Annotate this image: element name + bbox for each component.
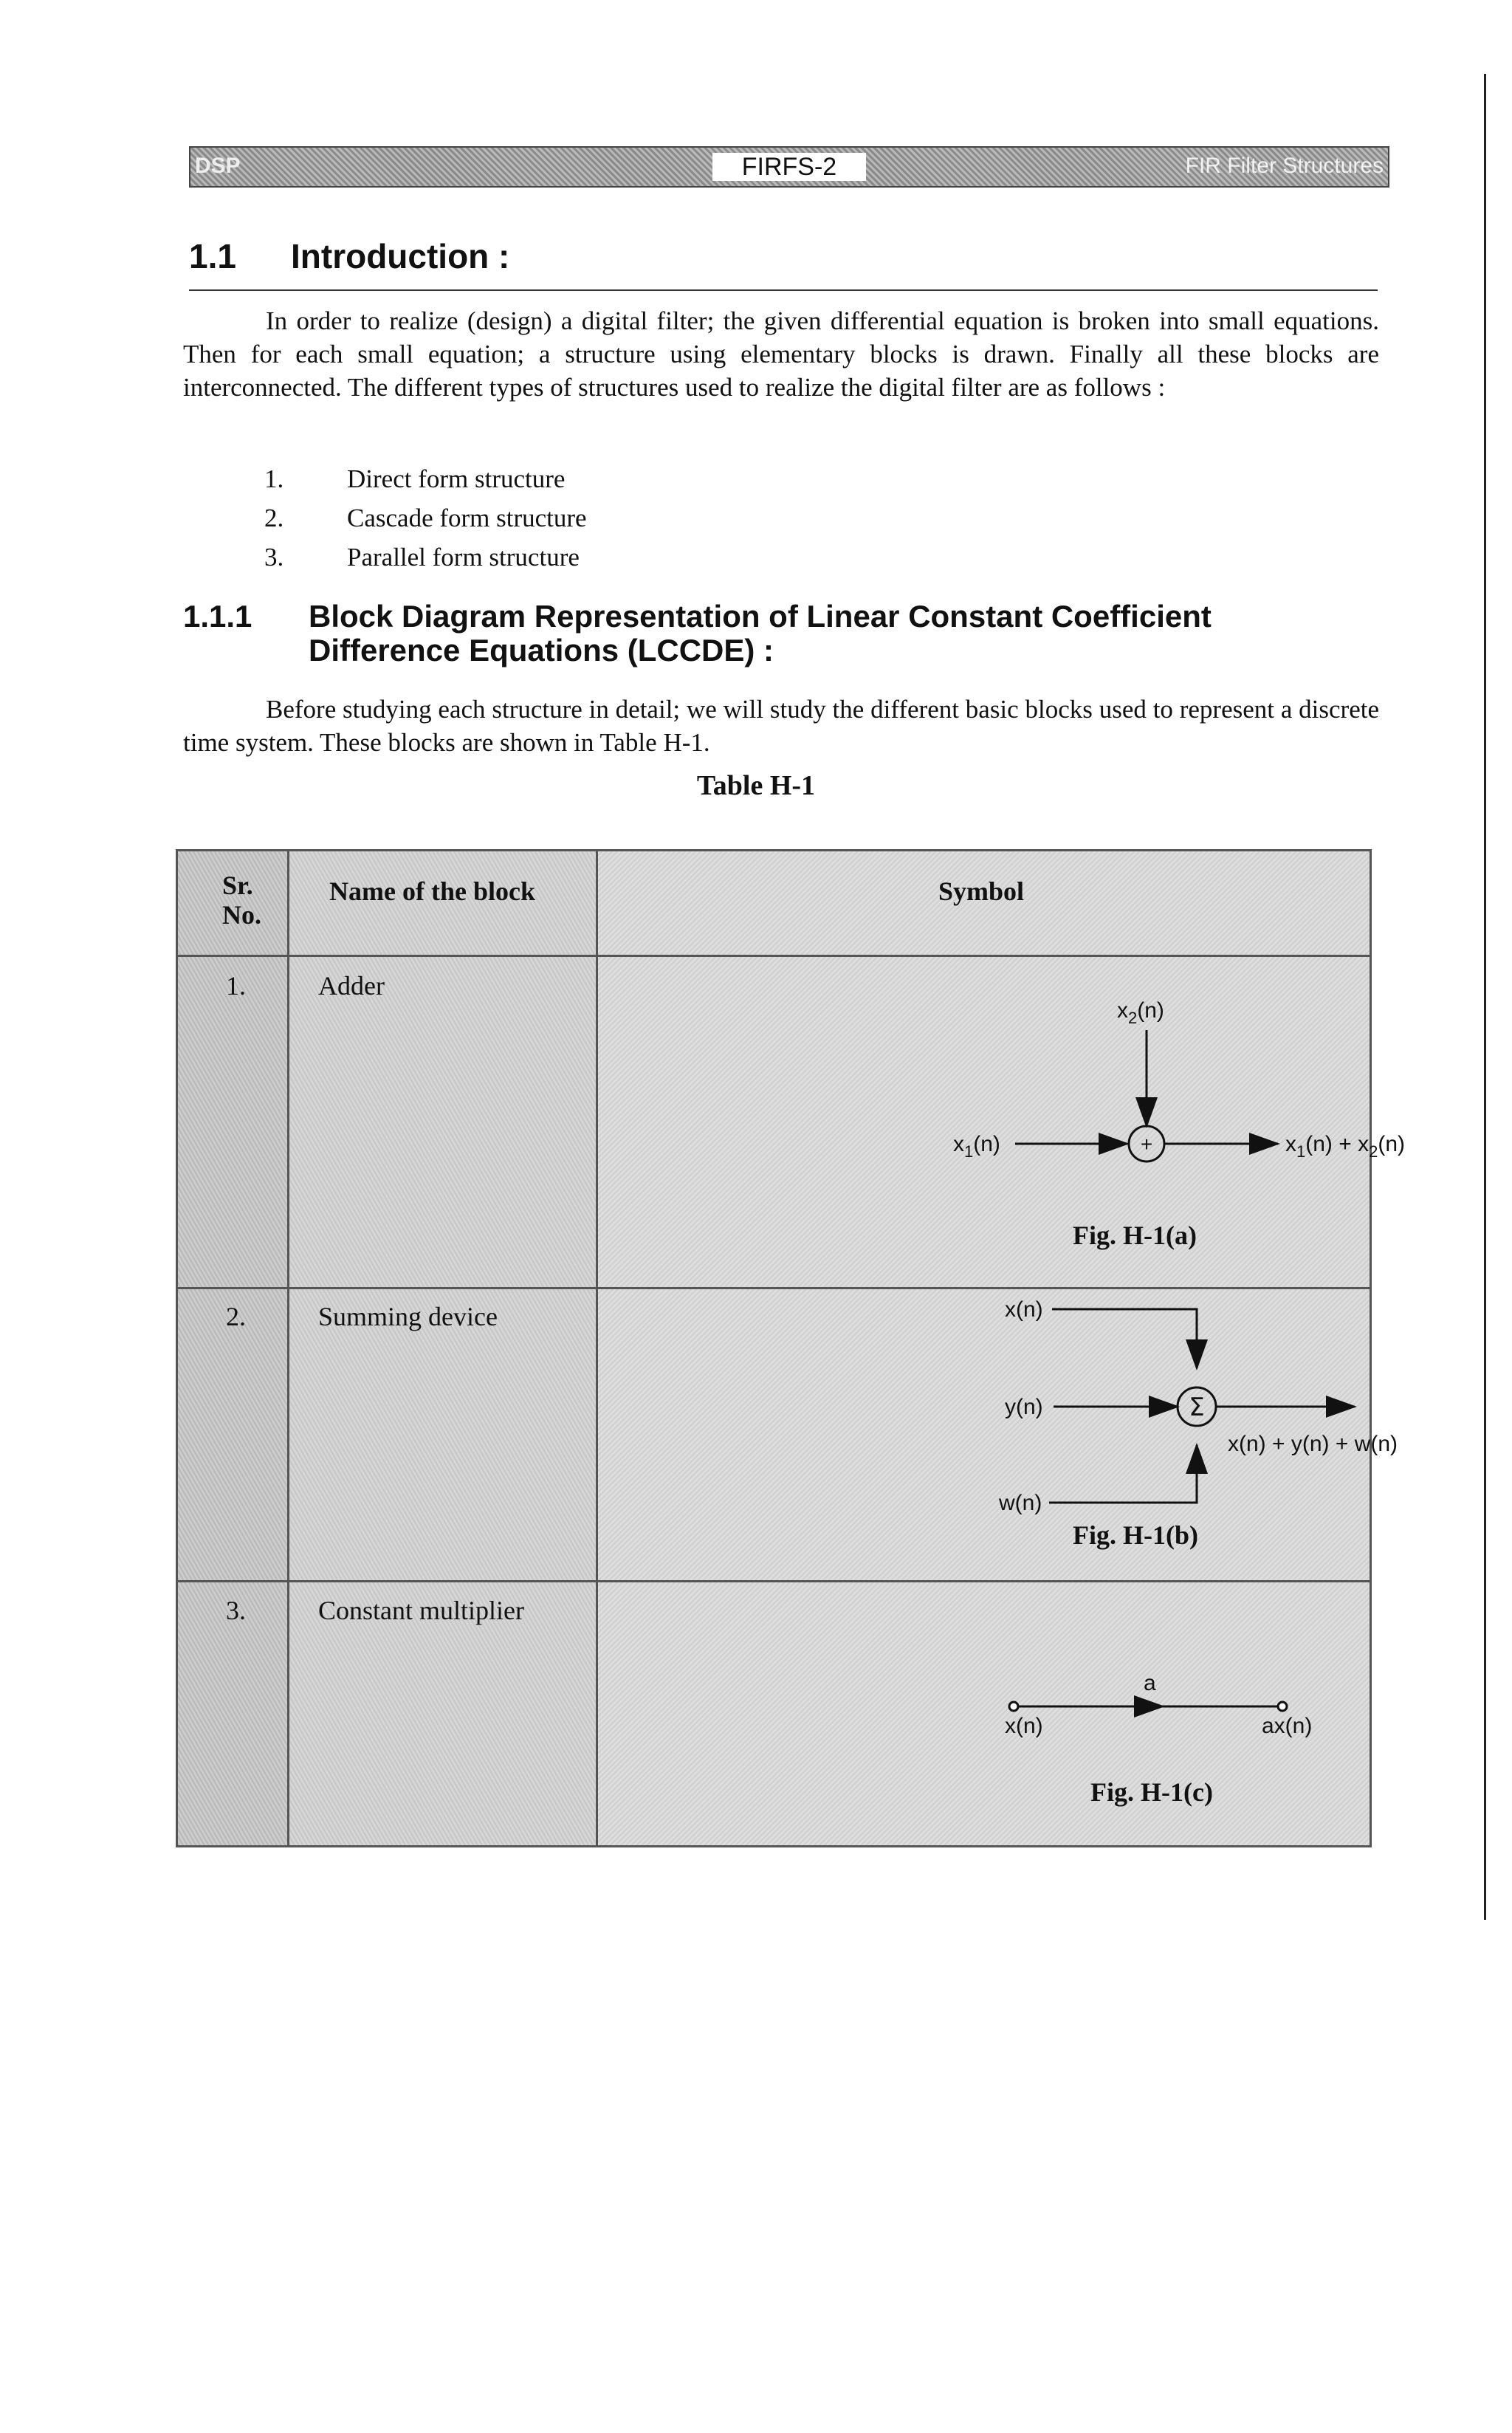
fig-caption-a: Fig. H-1(a)	[1073, 1221, 1197, 1250]
header-left: DSP	[195, 154, 241, 178]
mult-coefficient: a	[1144, 1671, 1156, 1695]
list-item: 2. Cascade form structure	[264, 504, 587, 532]
mult-input-node	[1009, 1702, 1018, 1711]
mult-output-node	[1278, 1702, 1287, 1711]
row-no: 3.	[226, 1596, 246, 1625]
section-heading	[189, 236, 509, 276]
header-right: FIR Filter Structures	[1185, 154, 1384, 178]
structure-list	[264, 459, 587, 577]
sub-paragraph: Before studying each structure in detail; we will study the different basic blocks used to represent a discrete time system. These blocks are shown in Table H-1.	[183, 695, 1379, 757]
sum-input-y: y(n)	[1005, 1395, 1043, 1419]
sigma-symbol: Σ	[1189, 1393, 1205, 1422]
adder-input-x1: $x_1(n)$	[953, 1132, 1000, 1161]
adder-output: $x_1(n) + x_2(n)$	[1285, 1132, 1406, 1161]
row-name: Constant multiplier	[318, 1596, 524, 1625]
page-edge-line	[1484, 74, 1486, 1920]
row-name: Adder	[318, 971, 385, 1001]
running-header	[189, 146, 1389, 188]
fig-caption-c: Fig. H-1(c)	[1090, 1777, 1213, 1807]
subsection-number: 1.1.1	[183, 599, 252, 634]
list-item: 3. Parallel form structure	[264, 543, 580, 572]
section-number: 1.1	[189, 237, 236, 275]
multiplier-diagram	[600, 851, 1361, 1845]
adder-input-x2: $x_2(n)$	[1117, 998, 1164, 1027]
header-symbol: Symbol	[938, 876, 1025, 906]
header-name: Name of the block	[329, 876, 535, 906]
list-item: 1. Direct form structure	[264, 464, 566, 493]
sum-input-w: w(n)	[999, 1491, 1042, 1515]
sum-output: x(n) + y(n) + w(n)	[1228, 1432, 1398, 1456]
fig-caption-b: Fig. H-1(b)	[1073, 1520, 1198, 1550]
sum-input-x: x(n)	[1005, 1297, 1043, 1322]
row-no: 1.	[226, 971, 246, 1001]
mult-output: ax(n)	[1262, 1714, 1313, 1738]
intro-paragraph: In order to realize (design) a digital filter; the given differential equation is broken into small equations. Then for each small equation; a structure using elementary blocks is drawn. Finally all these blocks are interconnected. The different types of structures used to realize the digital filter are as follows :	[183, 306, 1379, 402]
section-title: Introduction :	[291, 237, 510, 275]
blocks-table	[176, 849, 1406, 1847]
row-no: 2.	[226, 1302, 246, 1331]
subsection-title: Block Diagram Representation of Linear Constant Coefficient Difference Equations (LCCDE) :	[309, 599, 1212, 668]
mult-input: x(n)	[1005, 1714, 1043, 1738]
header-sr-no: Sr. No.	[222, 871, 261, 930]
table-caption: Table H-1	[696, 770, 816, 801]
heading-rule	[189, 289, 1378, 291]
row-name: Summing device	[318, 1302, 498, 1331]
header-center: FIRFS-2	[712, 153, 866, 181]
adder-plus: +	[1140, 1133, 1153, 1156]
